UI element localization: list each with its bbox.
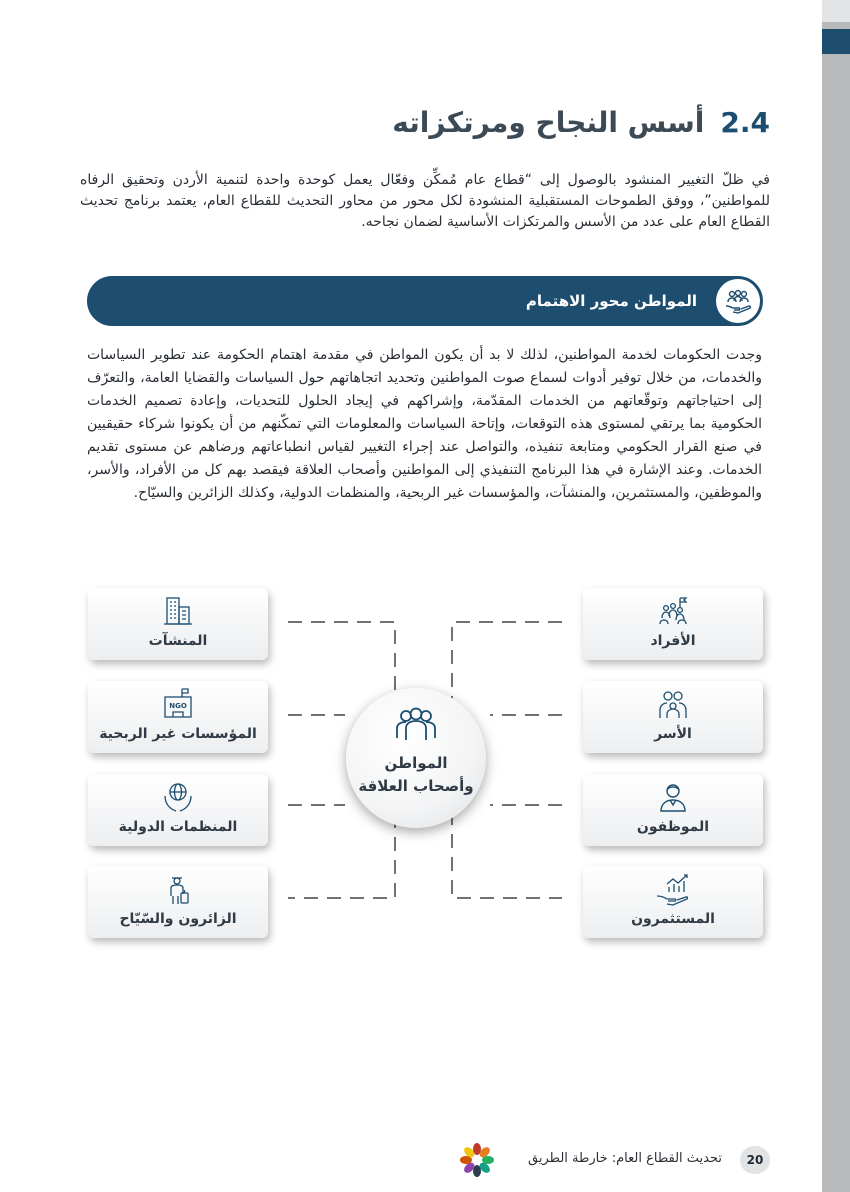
stakeholder-label: المستثمرون: [631, 911, 715, 927]
page-number: 20: [740, 1146, 770, 1174]
center-node-label: المواطن وأصحاب العلاقة: [358, 754, 474, 795]
tourist-icon: [88, 872, 268, 906]
flower-logo-icon: [458, 1141, 496, 1183]
section-title-text: أسس النجاح ومرتكزاته: [392, 106, 705, 139]
families-icon: [583, 687, 763, 721]
employee-icon: [583, 780, 763, 814]
stakeholders-diagram: [0, 580, 850, 960]
people-group-icon: [346, 706, 486, 748]
stakeholder-card-visitors: [88, 866, 268, 938]
globe-hands-icon: [88, 780, 268, 814]
citizens-care-icon: [716, 279, 760, 323]
investors-icon: [583, 872, 763, 906]
stakeholder-label: الزائرون والسّيّاح: [119, 911, 237, 927]
stakeholder-label: المنشآت: [148, 633, 208, 649]
buildings-icon: [88, 594, 268, 628]
stakeholder-label: الأسر: [654, 726, 692, 742]
side-bar-accent: [822, 29, 850, 54]
stakeholder-card-investors: [583, 866, 763, 938]
svg-text:NGO: NGO: [169, 702, 187, 710]
body-paragraph: وجدت الحكومات لخدمة المواطنين، لذلك لا بد أن يكون المواطن في مقدمة اهتمام الحكومة عند تطوير السياسات والخدمات، من خلال توفير أدوات لسماع صوت المواطنين وتحديد اتجاهاتهم حول السياسات والقضايا العامة، والتعرّف إلى احتياجاتهم وتوقّعاتهم من الخدمات المقدّمة، وإشراكهم في إيجاد الحلول للتحديات، وإعادة تصميم الخدمات الحكومية بما يرتقي لمستوى هذه التوقعات، وإتاحة السياسات والمعلومات التي تمكّنهم من أن يكونوا شركاء حقيقيين في صنع القرار الحكومي ومتابعة تنفيذه، والتواصل عند إجراء التغيير لقياس انطباعاتهم ورضاهم عن مستوى تقديم الخدمات. وعند الإشارة في هذا البرنامج التنفيذي إلى المواطنين وأصحاب العلاقة فيقصد بهم كل من الأفراد، والأسر، والموظفين، والمستثمرين، والمنشآت، والمؤسسات غير الربحية، والمنظمات الدولية، وكذلك الزائرين والسيّاح.: [87, 347, 762, 501]
center-node: [346, 688, 486, 828]
stakeholder-card-international-orgs: [88, 774, 268, 846]
stakeholder-card-establishments: [88, 588, 268, 660]
side-bar-top: [822, 0, 850, 22]
stakeholder-card-families: [583, 681, 763, 753]
section-title: [392, 106, 770, 139]
stakeholder-card-employees: [583, 774, 763, 846]
individuals-icon: [583, 594, 763, 628]
intro-paragraph: في ظلّ التغيير المنشود بالوصول إلى “قطاع عام مُمكِّن وفعّال يعمل كوحدة واحدة لتنمية الأردن وتحقيق الرفاه للمواطنين”، ووفق الطموحات المستقبلية المنشودة لكل محور من محاور التحديث للقطاع العام، يعتمد برنامج تحديث القطاع العام على عدد من الأسس والمرتكزات الأساسية لضمان نجاحه.: [80, 172, 770, 230]
topic-banner-label: المواطن محور الاهتمام: [525, 292, 697, 310]
footer-title: تحديث القطاع العام: خارطة الطريق: [528, 1151, 722, 1166]
stakeholder-card-nonprofits: [88, 681, 268, 753]
stakeholder-label: الموظفون: [636, 819, 710, 835]
stakeholder-card-individuals: [583, 588, 763, 660]
section-number: 2.4: [720, 106, 770, 139]
stakeholder-label: الأفراد: [650, 633, 696, 649]
stakeholder-label: المنظمات الدولية: [118, 819, 238, 835]
stakeholder-label: المؤسسات غير الربحية: [99, 726, 257, 742]
topic-banner: [87, 276, 763, 326]
ngo-icon: [88, 687, 268, 721]
